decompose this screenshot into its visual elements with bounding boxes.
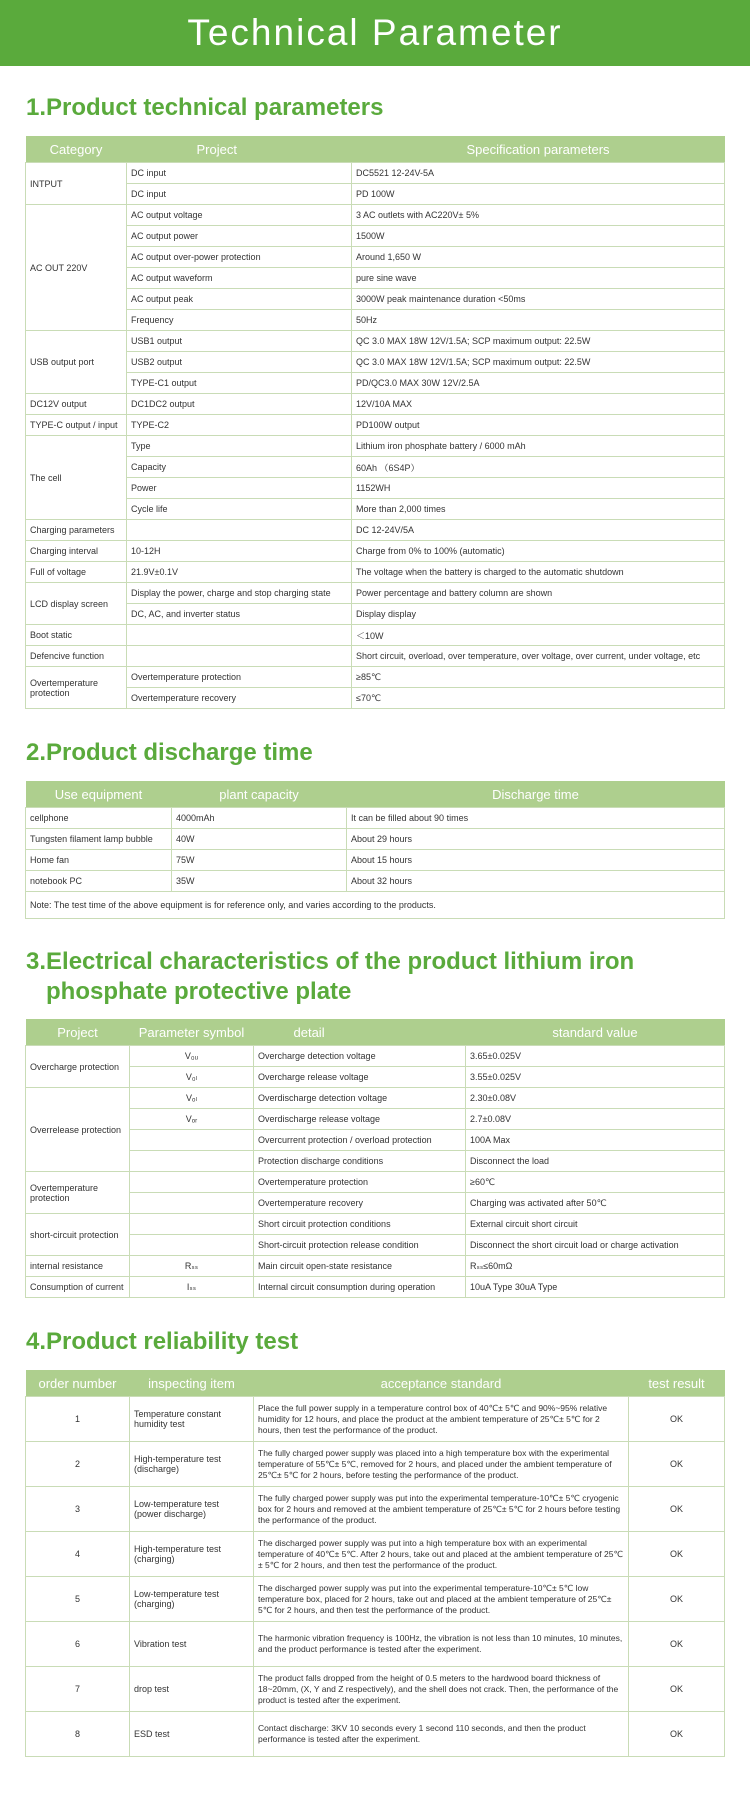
standard-cell: The fully charged power supply was placed into a high temperature box with the experimental temperature of 55℃± 5℃, removed for 2 hours, and placed under the ambient temperature of 25℃± 5℃ for 2 hours, before testing the performance of the product. (254, 1442, 629, 1487)
discharge-cell: It can be filled about 90 times (347, 808, 725, 829)
standard-cell: 10uA Type 30uA Type (466, 1277, 725, 1298)
standard-cell: Disconnect the load (466, 1151, 725, 1172)
standard-cell: 2.30±0.08V (466, 1088, 725, 1109)
table-row (26, 1151, 725, 1172)
standard-cell: Rₛₛ≤60mΩ (466, 1256, 725, 1277)
project-cell: USB1 output (127, 331, 352, 352)
capacity-cell: 4000mAh (172, 808, 347, 829)
table-row (26, 871, 725, 892)
category-cell: LCD display screen (26, 583, 127, 625)
standard-cell: The fully charged power supply was put into the experimental temperature-10℃± 5℃ cryogenic box for 2 hours and removed at the ambient temperature of 25℃± 5℃ for 2 hours before testing the performance of the product. (254, 1487, 629, 1532)
table-row (26, 1487, 725, 1532)
section4-title: 4.Product reliability test (26, 1328, 299, 1355)
project-cell: Capacity (127, 457, 352, 478)
detail-cell: Overdischarge release voltage (254, 1109, 466, 1130)
order-cell: 3 (26, 1487, 130, 1532)
table-row (26, 1214, 725, 1235)
table-row (26, 247, 725, 268)
table-row (26, 667, 725, 688)
table-row (26, 436, 725, 457)
item-cell: Low-temperature test (charging) (130, 1577, 254, 1622)
reliability-test-table (25, 1370, 725, 1757)
project-cell (127, 625, 352, 646)
project-cell: DC1DC2 output (127, 394, 352, 415)
category-cell: Defencive function (26, 646, 127, 667)
standard-cell: Charging was activated after 50℃ (466, 1193, 725, 1214)
table-row (26, 808, 725, 829)
category-cell: Overtemperature protection (26, 667, 127, 709)
header-order-number: order number (26, 1370, 130, 1397)
table-row (26, 1046, 725, 1067)
standard-cell: ≥60℃ (466, 1172, 725, 1193)
project-cell: 10-12H (127, 541, 352, 562)
spec-cell: 3 AC outlets with AC220V± 5% (352, 205, 725, 226)
item-cell: High-temperature test (charging) (130, 1532, 254, 1577)
section3-title (26, 947, 750, 1007)
symbol-cell (130, 1172, 254, 1193)
spec-cell: 1152WH (352, 478, 725, 499)
spec-cell: Display display (352, 604, 725, 625)
symbol-cell (130, 1235, 254, 1256)
standard-cell: 100A Max (466, 1130, 725, 1151)
table-row (26, 688, 725, 709)
discharge-cell: About 29 hours (347, 829, 725, 850)
symbol-cell: Vₒₗ (130, 1088, 254, 1109)
symbol-cell: V₀ᵤ (130, 1046, 254, 1067)
header-category: Category (26, 136, 127, 163)
table-row (26, 1130, 725, 1151)
section3-title-line1: 3.Electrical characteristics of the product lithium iron (26, 948, 635, 975)
standard-cell: Contact discharge: 3KV 10 seconds every 1 second 110 seconds, and then the product performance is tested after the experiment. (254, 1712, 629, 1757)
note-text: Note: The test time of the above equipment is for reference only, and varies according to the products. (26, 892, 725, 919)
table-row (26, 1256, 725, 1277)
header-test-result: test result (629, 1370, 725, 1397)
table-row (26, 1442, 725, 1487)
project-cell: Overtemperature protection (26, 1172, 130, 1214)
project-cell: 21.9V±0.1V (127, 562, 352, 583)
project-cell: AC output power (127, 226, 352, 247)
table-row (26, 1277, 725, 1298)
table-row (26, 478, 725, 499)
header-acceptance-standard: acceptance standard (254, 1370, 629, 1397)
table-row (26, 1193, 725, 1214)
table-row (26, 541, 725, 562)
result-cell: OK (629, 1712, 725, 1757)
header-use-equipment: Use equipment (26, 781, 172, 808)
discharge-time-table (25, 781, 725, 919)
project-cell: AC output waveform (127, 268, 352, 289)
item-cell: High-temperature test (discharge) (130, 1442, 254, 1487)
order-cell: 8 (26, 1712, 130, 1757)
project-cell: Overcharge protection (26, 1046, 130, 1088)
spec-cell: QC 3.0 MAX 18W 12V/1.5A; SCP maximum output: 22.5W (352, 331, 725, 352)
table-row (26, 829, 725, 850)
detail-cell: Overdischarge detection voltage (254, 1088, 466, 1109)
category-cell: TYPE-C output / input (26, 415, 127, 436)
spec-cell: Power percentage and battery column are shown (352, 583, 725, 604)
standard-cell: 3.65±0.025V (466, 1046, 725, 1067)
project-cell: internal resistance (26, 1256, 130, 1277)
project-cell: AC output over-power protection (127, 247, 352, 268)
detail-cell: Overcharge detection voltage (254, 1046, 466, 1067)
table-row (26, 457, 725, 478)
spec-cell: DC5521 12-24V-5A (352, 163, 725, 184)
spec-cell: 3000W peak maintenance duration <50ms (352, 289, 725, 310)
project-cell: short-circuit protection (26, 1214, 130, 1256)
symbol-cell (130, 1214, 254, 1235)
header-project: Project (127, 136, 352, 163)
table-row (26, 520, 725, 541)
category-cell: Charging parameters (26, 520, 127, 541)
standard-cell: 3.55±0.025V (466, 1067, 725, 1088)
table-row (26, 562, 725, 583)
detail-cell: Overcurrent protection / overload protection (254, 1130, 466, 1151)
spec-cell: PD 100W (352, 184, 725, 205)
capacity-cell: 75W (172, 850, 347, 871)
header-inspecting-item: inspecting item (130, 1370, 254, 1397)
spec-cell: Short circuit, overload, over temperature, over voltage, over current, under voltage, etc (352, 646, 725, 667)
project-cell: DC input (127, 184, 352, 205)
project-cell: DC, AC, and inverter status (127, 604, 352, 625)
project-cell: TYPE-C1 output (127, 373, 352, 394)
standard-cell: The harmonic vibration frequency is 100Hz, the vibration is not less than 10 minutes, 10 minutes, and the product performance is tested after the experiment. (254, 1622, 629, 1667)
detail-cell: Overcharge release voltage (254, 1067, 466, 1088)
table-row (26, 184, 725, 205)
item-cell: Vibration test (130, 1622, 254, 1667)
table-row (26, 1622, 725, 1667)
equipment-cell: Tungsten filament lamp bubble (26, 829, 172, 850)
page-banner: Technical Parameter (0, 0, 750, 66)
standard-cell: 2.7±0.08V (466, 1109, 725, 1130)
standard-cell: External circuit short circuit (466, 1214, 725, 1235)
spec-cell: ≤70℃ (352, 688, 725, 709)
symbol-cell (130, 1193, 254, 1214)
header-discharge-time: Discharge time (347, 781, 725, 808)
item-cell: drop test (130, 1667, 254, 1712)
project-cell: Consumption of current (26, 1277, 130, 1298)
spec-cell: ≥85℃ (352, 667, 725, 688)
table-header-row (26, 1370, 725, 1397)
capacity-cell: 40W (172, 829, 347, 850)
project-cell (127, 520, 352, 541)
table-row (26, 1532, 725, 1577)
table-row (26, 1577, 725, 1622)
section2-title: 2.Product discharge time (26, 739, 313, 766)
order-cell: 7 (26, 1667, 130, 1712)
spec-cell: 1500W (352, 226, 725, 247)
spec-cell: Around 1,650 W (352, 247, 725, 268)
category-cell: INTPUT (26, 163, 127, 205)
spec-cell: The voltage when the battery is charged to the automatic shutdown (352, 562, 725, 583)
category-cell: Full of voltage (26, 562, 127, 583)
note-row (26, 892, 725, 919)
symbol-cell: V₀ₗ (130, 1067, 254, 1088)
standard-cell: Disconnect the short circuit load or charge activation (466, 1235, 725, 1256)
header-detail: detail (254, 1019, 466, 1046)
detail-cell: Short-circuit protection release condition (254, 1235, 466, 1256)
spec-cell: Lithium iron phosphate battery / 6000 mAh (352, 436, 725, 457)
symbol-cell: Iₛₛ (130, 1277, 254, 1298)
project-cell: Overrelease protection (26, 1088, 130, 1172)
detail-cell: Main circuit open-state resistance (254, 1256, 466, 1277)
technical-parameters-table (25, 136, 725, 709)
table-row (26, 1088, 725, 1109)
table-row (26, 1235, 725, 1256)
standard-cell: The product falls dropped from the height of 0.5 meters to the hardwood board thickness of 18~20mm, (X, Y and Z respectively), and the shell does not crack. Then, the performance of the product is tested after the experiment. (254, 1667, 629, 1712)
category-cell: USB output port (26, 331, 127, 394)
result-cell: OK (629, 1487, 725, 1532)
table-row (26, 205, 725, 226)
table-row (26, 499, 725, 520)
table-header-row (26, 1019, 725, 1046)
table-row (26, 850, 725, 871)
spec-cell: PD100W output (352, 415, 725, 436)
order-cell: 1 (26, 1397, 130, 1442)
item-cell: ESD test (130, 1712, 254, 1757)
header-spec: Specification parameters (352, 136, 725, 163)
project-cell: AC output voltage (127, 205, 352, 226)
project-cell: Overtemperature protection (127, 667, 352, 688)
standard-cell: The discharged power supply was put into the experimental temperature-10℃± 5℃ low temperature box, placed for 2 hours, take out and placed at the ambient temperature of 25℃± 5℃ for 2 hours, and then test the performance of the product. (254, 1577, 629, 1622)
discharge-cell: About 32 hours (347, 871, 725, 892)
spec-cell: 60Ah （6S4P） (352, 457, 725, 478)
item-cell: Temperature constant humidity test (130, 1397, 254, 1442)
category-cell: AC OUT 220V (26, 205, 127, 331)
project-cell: Overtemperature recovery (127, 688, 352, 709)
project-cell: Cycle life (127, 499, 352, 520)
spec-cell: 12V/10A MAX (352, 394, 725, 415)
order-cell: 2 (26, 1442, 130, 1487)
table-row (26, 1067, 725, 1088)
equipment-cell: cellphone (26, 808, 172, 829)
detail-cell: Internal circuit consumption during operation (254, 1277, 466, 1298)
project-cell: Display the power, charge and stop charging state (127, 583, 352, 604)
result-cell: OK (629, 1397, 725, 1442)
project-cell: USB2 output (127, 352, 352, 373)
category-cell: Boot static (26, 625, 127, 646)
spec-cell: pure sine wave (352, 268, 725, 289)
spec-cell: PD/QC3.0 MAX 30W 12V/2.5A (352, 373, 725, 394)
table-row (26, 1712, 725, 1757)
detail-cell: Short circuit protection conditions (254, 1214, 466, 1235)
section1-title: 1.Product technical parameters (26, 94, 384, 121)
project-cell: DC input (127, 163, 352, 184)
detail-cell: Overtemperature protection (254, 1172, 466, 1193)
project-cell (127, 646, 352, 667)
header-parameter-symbol: Parameter symbol (130, 1019, 254, 1046)
header-project: Project (26, 1019, 130, 1046)
result-cell: OK (629, 1532, 725, 1577)
project-cell: Type (127, 436, 352, 457)
order-cell: 5 (26, 1577, 130, 1622)
table-header-row (26, 136, 725, 163)
table-row (26, 268, 725, 289)
category-cell: DC12V output (26, 394, 127, 415)
order-cell: 6 (26, 1622, 130, 1667)
table-row (26, 415, 725, 436)
table-row (26, 625, 725, 646)
table-row (26, 289, 725, 310)
standard-cell: Place the full power supply in a temperature control box of 40℃± 5℃ and 90%~95% relative humidity for 12 hours, and place the product at the ambient temperature of 25℃± 5℃ for 2 hours, then test the performance of the product. (254, 1397, 629, 1442)
project-cell: AC output peak (127, 289, 352, 310)
table-row (26, 583, 725, 604)
symbol-cell (130, 1130, 254, 1151)
detail-cell: Protection discharge conditions (254, 1151, 466, 1172)
category-cell: The cell (26, 436, 127, 520)
table-row (26, 1172, 725, 1193)
category-cell: Charging interval (26, 541, 127, 562)
result-cell: OK (629, 1622, 725, 1667)
project-cell: Frequency (127, 310, 352, 331)
table-row (26, 352, 725, 373)
capacity-cell: 35W (172, 871, 347, 892)
detail-cell: Overtemperature recovery (254, 1193, 466, 1214)
equipment-cell: notebook PC (26, 871, 172, 892)
table-row (26, 604, 725, 625)
table-row (26, 1397, 725, 1442)
spec-cell: 50Hz (352, 310, 725, 331)
table-row (26, 331, 725, 352)
symbol-cell: Rₛₛ (130, 1256, 254, 1277)
protective-plate-table (25, 1019, 725, 1298)
order-cell: 4 (26, 1532, 130, 1577)
result-cell: OK (629, 1667, 725, 1712)
table-header-row (26, 781, 725, 808)
item-cell: Low-temperature test (power discharge) (130, 1487, 254, 1532)
table-row (26, 226, 725, 247)
table-row (26, 310, 725, 331)
spec-cell: Charge from 0% to 100% (automatic) (352, 541, 725, 562)
standard-cell: The discharged power supply was put into a high temperature box with an experimental temperature of 40℃± 5℃. After 2 hours, take out and placed at the ambient temperature of 25℃± 5℃ for 2 hours, and then test the performance of the product. (254, 1532, 629, 1577)
spec-cell: QC 3.0 MAX 18W 12V/1.5A; SCP maximum output: 22.5W (352, 352, 725, 373)
table-row (26, 1667, 725, 1712)
spec-cell: DC 12-24V/5A (352, 520, 725, 541)
project-cell: TYPE-C2 (127, 415, 352, 436)
table-row (26, 163, 725, 184)
section3-title-line2: phosphate protective plate (46, 978, 352, 1005)
symbol-cell (130, 1151, 254, 1172)
project-cell: Power (127, 478, 352, 499)
table-row (26, 373, 725, 394)
header-standard-value: standard value (466, 1019, 725, 1046)
symbol-cell: Vₒᵣ (130, 1109, 254, 1130)
spec-cell: More than 2,000 times (352, 499, 725, 520)
result-cell: OK (629, 1442, 725, 1487)
table-row (26, 646, 725, 667)
equipment-cell: Home fan (26, 850, 172, 871)
discharge-cell: About 15 hours (347, 850, 725, 871)
table-row (26, 394, 725, 415)
table-row (26, 1109, 725, 1130)
spec-cell: ＜10W (352, 625, 725, 646)
header-plant-capacity: plant capacity (172, 781, 347, 808)
result-cell: OK (629, 1577, 725, 1622)
